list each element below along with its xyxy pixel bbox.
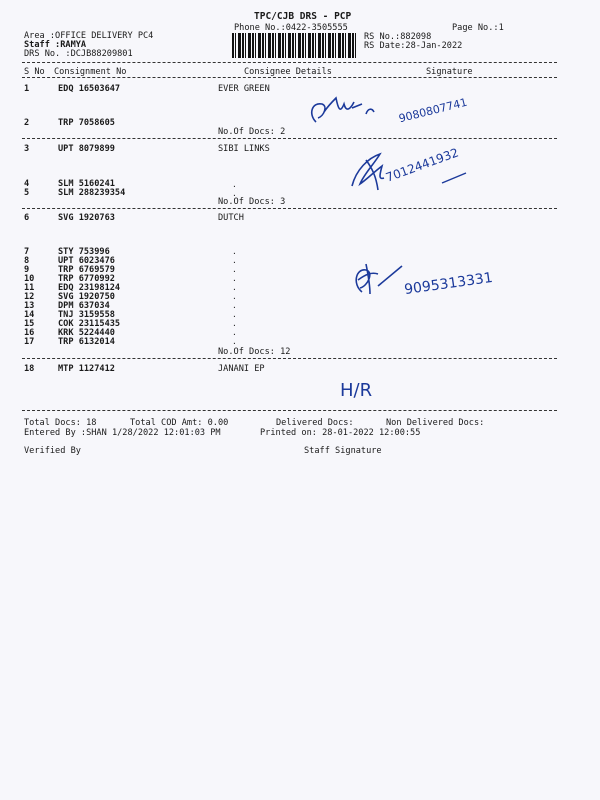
dot-marker: . — [232, 265, 237, 274]
area-label: Area :OFFICE DELIVERY PC4 — [24, 31, 154, 41]
total-cod-amount: Total COD Amt: 0.00 — [130, 418, 229, 428]
row-consignment: SVG 1920763 — [58, 213, 115, 223]
dot-marker: . — [232, 283, 237, 292]
row-sno: 8 — [24, 256, 30, 266]
row-consignee: DUTCH — [218, 213, 244, 223]
dot-marker: . — [232, 328, 237, 337]
dot-marker: . — [232, 292, 237, 301]
group-docs-count: No.Of Docs: 12 — [218, 347, 291, 357]
row-sno: 16 — [24, 328, 35, 338]
printed-on: Printed on: 28-01-2022 12:00:55 — [260, 428, 421, 438]
row-consignment: COK 23115435 — [58, 319, 121, 329]
row-consignee: JANANI EP — [218, 364, 265, 374]
entered-by: Entered By :SHAN 1/28/2022 12:01:03 PM — [24, 428, 221, 438]
dot-marker: . — [232, 247, 237, 256]
row-sno: 2 — [24, 118, 30, 128]
row-sno: 10 — [24, 274, 35, 284]
non-delivered-docs: Non Delivered Docs: — [386, 418, 485, 428]
handwritten-hr-mark: H/R — [340, 380, 373, 401]
row-consignment: TRP 6132014 — [58, 337, 115, 347]
row-sno: 6 — [24, 213, 30, 223]
dot-marker: . — [232, 189, 237, 198]
divider — [22, 410, 557, 411]
dot-marker: . — [232, 301, 237, 310]
rs-number: RS No.:882098 — [364, 32, 432, 42]
row-sno: 3 — [24, 144, 30, 154]
divider — [22, 138, 557, 139]
handwritten-phone-3: 9095313331 — [403, 269, 494, 299]
col-sno: S No — [24, 67, 45, 77]
divider — [22, 62, 557, 63]
row-consignment: TNJ 3159558 — [58, 310, 115, 320]
handwritten-phone-2: 7012441932 — [383, 145, 461, 185]
col-consignee: Consignee Details — [244, 67, 332, 77]
phone-number: Phone No.:0422-3505555 — [234, 23, 348, 33]
handwritten-signature — [348, 258, 408, 302]
handwritten-phone-1: 9080807741 — [397, 95, 469, 126]
row-sno: 18 — [24, 364, 35, 374]
handwritten-signature — [306, 92, 386, 136]
page-number: Page No.:1 — [452, 23, 504, 33]
divider — [22, 208, 557, 209]
rs-date: RS Date:28-Jan-2022 — [364, 41, 463, 51]
row-consignment: SLM 5160241 — [58, 179, 115, 189]
dot-marker: . — [232, 337, 237, 346]
row-consignment: EDQ 23198124 — [58, 283, 121, 293]
barcode — [232, 33, 356, 58]
row-sno: 9 — [24, 265, 30, 275]
row-consignment: EDQ 16503647 — [58, 84, 121, 94]
dot-marker: . — [232, 319, 237, 328]
row-sno: 13 — [24, 301, 35, 311]
row-sno: 11 — [24, 283, 35, 293]
divider — [22, 358, 557, 359]
row-sno: 15 — [24, 319, 35, 329]
row-consignment: TRP 6769579 — [58, 265, 115, 275]
report-title: TPC/CJB DRS - PCP — [254, 11, 352, 22]
drs-number: DRS No. :DCJB88209801 — [24, 49, 133, 59]
divider — [22, 77, 557, 78]
row-consignment: STY 753996 — [58, 247, 110, 257]
row-consignment: KRK 5224440 — [58, 328, 115, 338]
group-docs-count: No.Of Docs: 2 — [218, 127, 286, 137]
row-consignment: UPT 6023476 — [58, 256, 115, 266]
dot-marker: . — [232, 310, 237, 319]
row-consignment: SLM 288239354 — [58, 188, 126, 198]
group-docs-count: No.Of Docs: 3 — [218, 197, 286, 207]
row-consignment: DPM 637034 — [58, 301, 110, 311]
delivered-docs: Delivered Docs: — [276, 418, 354, 428]
row-sno: 14 — [24, 310, 35, 320]
handwritten-stroke — [440, 170, 470, 189]
row-consignee: SIBI LINKS — [218, 144, 270, 154]
row-sno: 12 — [24, 292, 35, 302]
col-signature: Signature — [426, 67, 473, 77]
staff-label: Staff :RAMYA — [24, 40, 87, 50]
row-consignment: MTP 1127412 — [58, 364, 115, 374]
row-sno: 7 — [24, 247, 30, 257]
row-consignee: EVER GREEN — [218, 84, 270, 94]
dot-marker: . — [232, 180, 237, 189]
staff-signature-label: Staff Signature — [304, 446, 382, 456]
row-consignment: TRP 6770992 — [58, 274, 115, 284]
row-sno: 1 — [24, 84, 30, 94]
total-docs: Total Docs: 18 — [24, 418, 97, 428]
row-consignment: SVG 1920750 — [58, 292, 115, 302]
row-sno: 4 — [24, 179, 30, 189]
row-sno: 17 — [24, 337, 35, 347]
row-consignment: UPT 8079899 — [58, 144, 115, 154]
dot-marker: . — [232, 274, 237, 283]
col-consignment: Consignment No — [54, 67, 127, 77]
row-sno: 5 — [24, 188, 30, 198]
dot-marker: . — [232, 256, 237, 265]
verified-by-label: Verified By — [24, 446, 81, 456]
row-consignment: TRP 7058605 — [58, 118, 115, 128]
